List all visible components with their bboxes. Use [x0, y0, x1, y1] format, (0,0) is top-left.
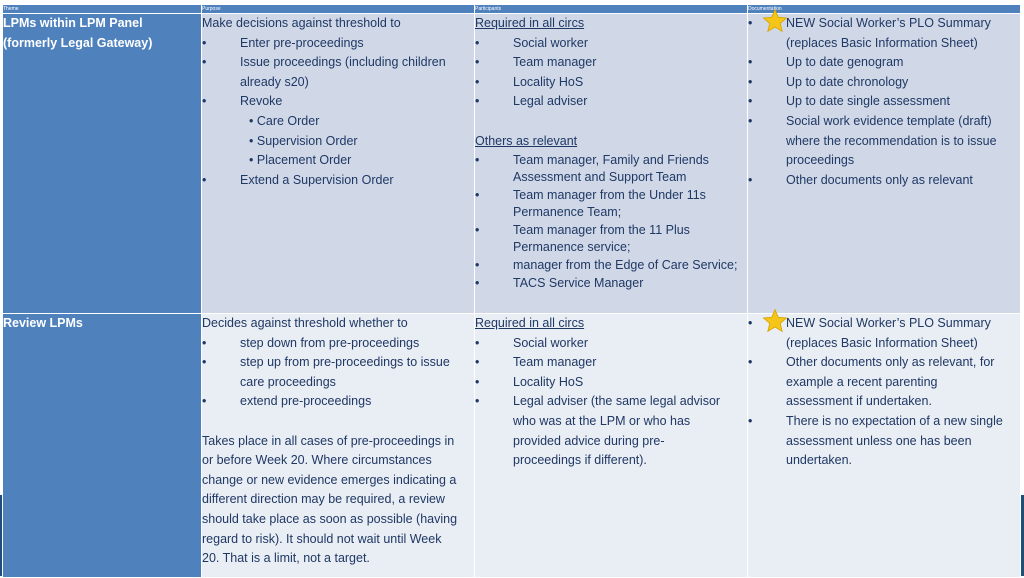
- others-heading: Others as relevant: [475, 133, 578, 148]
- participant-item: • Locality HoS: [475, 73, 747, 93]
- doc-item: • Up to date chronology: [748, 74, 909, 89]
- participants-heading: Required in all circs: [475, 316, 585, 330]
- participant-item: • Legal adviser: [475, 92, 747, 112]
- theme-cell: [3, 14, 202, 314]
- star-icon: [762, 308, 788, 334]
- doc-item: • Up to date single assessment: [748, 94, 950, 109]
- header-documentation: Documentation: [748, 5, 1021, 14]
- participant-item: • Team manager: [475, 53, 747, 73]
- table-row-review-lpms: [3, 314, 1021, 578]
- documentation-cell: [748, 314, 1021, 578]
- table-row-lpm-panel: [3, 14, 1021, 314]
- documentation-cell: [748, 14, 1021, 314]
- purpose-item: • Issue proceedings (including children: [202, 53, 474, 73]
- theme-line: Review LPMs: [3, 316, 83, 330]
- participant-item: • Locality HoS: [475, 373, 747, 393]
- purpose-subitem: • Care Order: [249, 113, 320, 128]
- purpose-item-cont: already s20): [240, 74, 309, 89]
- purpose-subitem: • Supervision Order: [249, 133, 358, 148]
- header-purpose: Purpose: [202, 5, 475, 14]
- doc-item: • Other documents only as relevant: [748, 172, 973, 187]
- header-row: [3, 5, 1021, 14]
- purpose-paragraph: Takes place in all cases of pre-proceedings in or before Week 20. Where circumstances change or new evidence emerges indicating a different direction may be required, a review should take place as soon as possible (having regard to risk). It should not wait until Week 20. That is a limit, not a target.: [202, 433, 458, 566]
- purpose-intro: Make decisions against threshold to: [202, 16, 401, 30]
- participant-item: • Legal adviser (the same legal advisor who was at the LPM or who has provided advice during pre- proceedings if different).: [475, 392, 747, 470]
- other-participant: • Team manager from the 11 Plus Permanence service;: [475, 222, 747, 256]
- participants-cell: [475, 314, 748, 578]
- other-participant: • Team manager, Family and Friends Assessment and Support Team: [475, 152, 747, 186]
- purpose-cell: [202, 314, 475, 578]
- purpose-item: • Enter pre-proceedings: [202, 34, 474, 54]
- purpose-cell: [202, 14, 475, 314]
- purpose-item: • Revoke: [202, 92, 474, 112]
- doc-item: • Up to date genogram: [748, 55, 904, 70]
- theme-cell: [3, 314, 202, 578]
- doc-starred-item: • NEW Social Worker’s PLO Summary (replaces Basic Information Sheet): [748, 314, 1020, 353]
- doc-item: • There is no expectation of a new single assessment unless one has been undertaken.: [748, 413, 1003, 468]
- lpm-table: [2, 4, 1021, 578]
- purpose-item: • extend pre-proceedings: [202, 392, 474, 412]
- header-participants: Participants: [475, 5, 748, 14]
- participant-item: • Team manager: [475, 353, 747, 373]
- doc-item: • Other documents only as relevant, for example a recent parenting assessment if undertaken.: [748, 355, 995, 409]
- purpose-item-cont: care proceedings: [240, 374, 336, 389]
- participant-item: • Social worker: [475, 34, 747, 54]
- purpose-item: • step up from pre-proceedings to issue: [202, 353, 474, 373]
- other-participant: • TACS Service Manager: [475, 275, 747, 292]
- other-participant: • Team manager from the Under 11s Permanence Team;: [475, 187, 747, 221]
- participant-item: • Social worker: [475, 334, 747, 354]
- purpose-intro: Decides against threshold whether to: [202, 316, 408, 330]
- header-theme: Theme: [3, 5, 202, 14]
- purpose-item: • Extend a Supervision Order: [202, 171, 474, 191]
- doc-starred-item: • NEW Social Worker’s PLO Summary (replaces Basic Information Sheet): [748, 14, 1020, 53]
- star-icon: [762, 8, 788, 34]
- participants-cell: [475, 14, 748, 314]
- other-participant: • manager from the Edge of Care Service;: [475, 257, 747, 274]
- theme-line: (formerly Legal Gateway): [3, 35, 153, 50]
- doc-item: • Social work evidence template (draft) where the recommendation is to issue proceedings: [748, 113, 997, 168]
- purpose-subitem: • Placement Order: [249, 153, 352, 168]
- theme-line: LPMs within LPM Panel: [3, 16, 143, 30]
- purpose-item: • step down from pre-proceedings: [202, 334, 474, 354]
- participants-heading: Required in all circs: [475, 16, 585, 30]
